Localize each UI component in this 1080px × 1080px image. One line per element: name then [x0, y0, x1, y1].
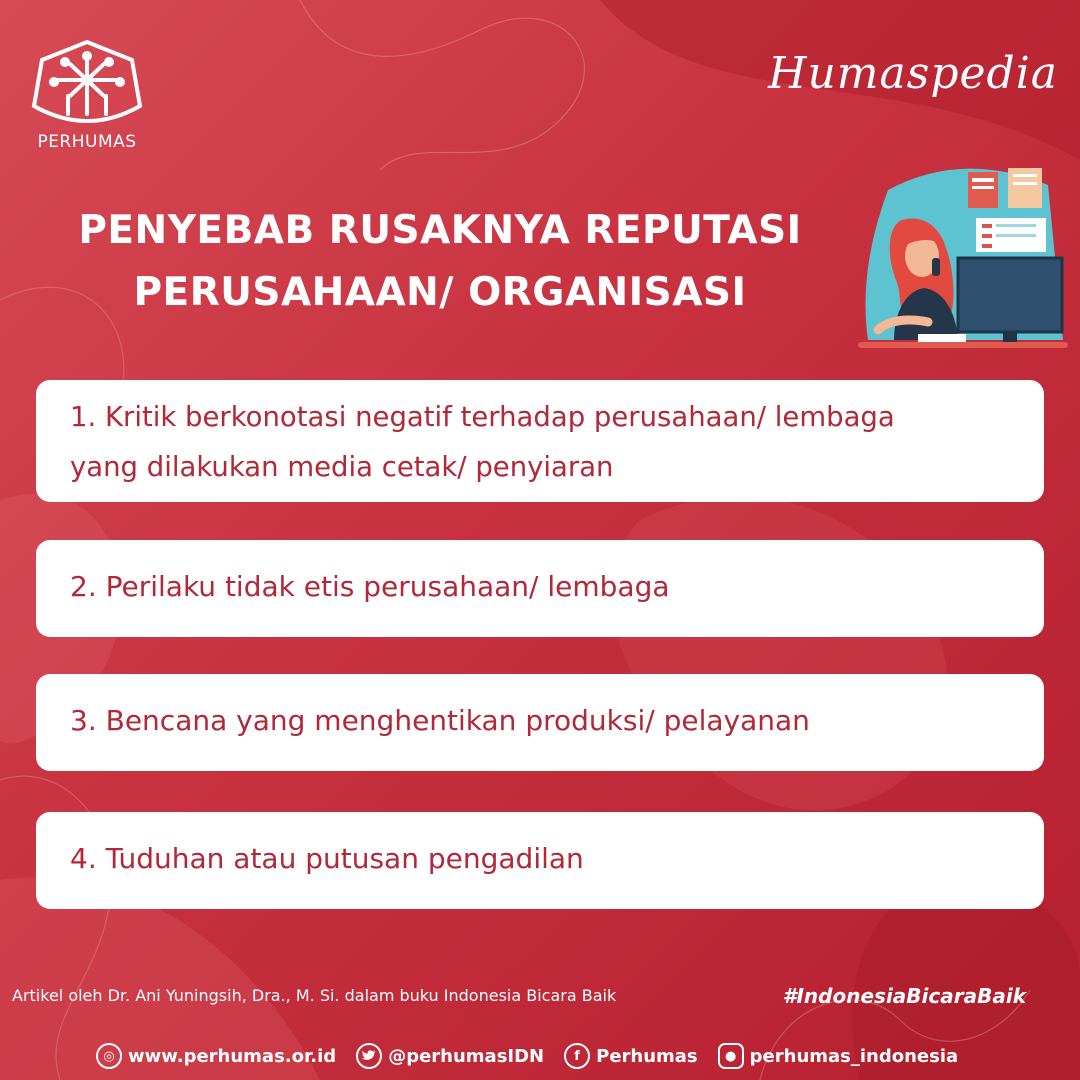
twitter-label: @perhumasIDN: [388, 1045, 545, 1067]
list-item: [36, 380, 1044, 502]
page-title: [30, 200, 850, 324]
social-footer: [96, 1040, 996, 1072]
twitter-link[interactable]: [356, 1043, 544, 1069]
list-item: [36, 540, 1044, 637]
facebook-label: Perhumas: [596, 1045, 698, 1067]
instagram-label: perhumas_indonesia: [749, 1045, 959, 1067]
brand-title: Humaspedia: [768, 48, 1058, 99]
title-line-1: PENYEBAB RUSAKNYA REPUTASI: [78, 208, 802, 253]
globe-icon: ◎: [96, 1043, 122, 1069]
woman-at-desk-illustration: [858, 160, 1068, 360]
twitter-bird-icon: [356, 1043, 382, 1069]
perhumas-logo-icon: [28, 36, 146, 136]
hashtag: #IndonesiaBicaraBaik: [782, 984, 1026, 1008]
list-item-text: 1. Kritik berkonotasi negatif terhadap perusahaan/ lembaga: [70, 401, 895, 433]
facebook-icon: f: [564, 1043, 590, 1069]
list-item: [36, 674, 1044, 771]
list-item-text: 2. Perilaku tidak etis perusahaan/ lembaga: [70, 570, 670, 603]
instagram-icon: ●: [718, 1043, 744, 1069]
website-link[interactable]: [96, 1043, 336, 1069]
facebook-link[interactable]: [564, 1043, 698, 1069]
list-item-text: 4. Tuduhan atau putusan pengadilan: [70, 842, 584, 875]
list-item: [36, 812, 1044, 909]
logo-text: PERHUMAS: [37, 132, 137, 152]
list-item-text: yang dilakukan media cetak/ penyiaran: [70, 451, 614, 483]
article-credit: Artikel oleh Dr. Ani Yuningsih, Dra., M. Si. dalam buku Indonesia Bicara Baik: [12, 986, 617, 1005]
list-item-text: 3. Bencana yang menghentikan produksi/ pelayanan: [70, 704, 810, 737]
website-label: www.perhumas.or.id: [128, 1045, 337, 1067]
instagram-link[interactable]: [718, 1043, 959, 1069]
title-line-2: PERUSAHAAN/ ORGANISASI: [133, 270, 747, 315]
